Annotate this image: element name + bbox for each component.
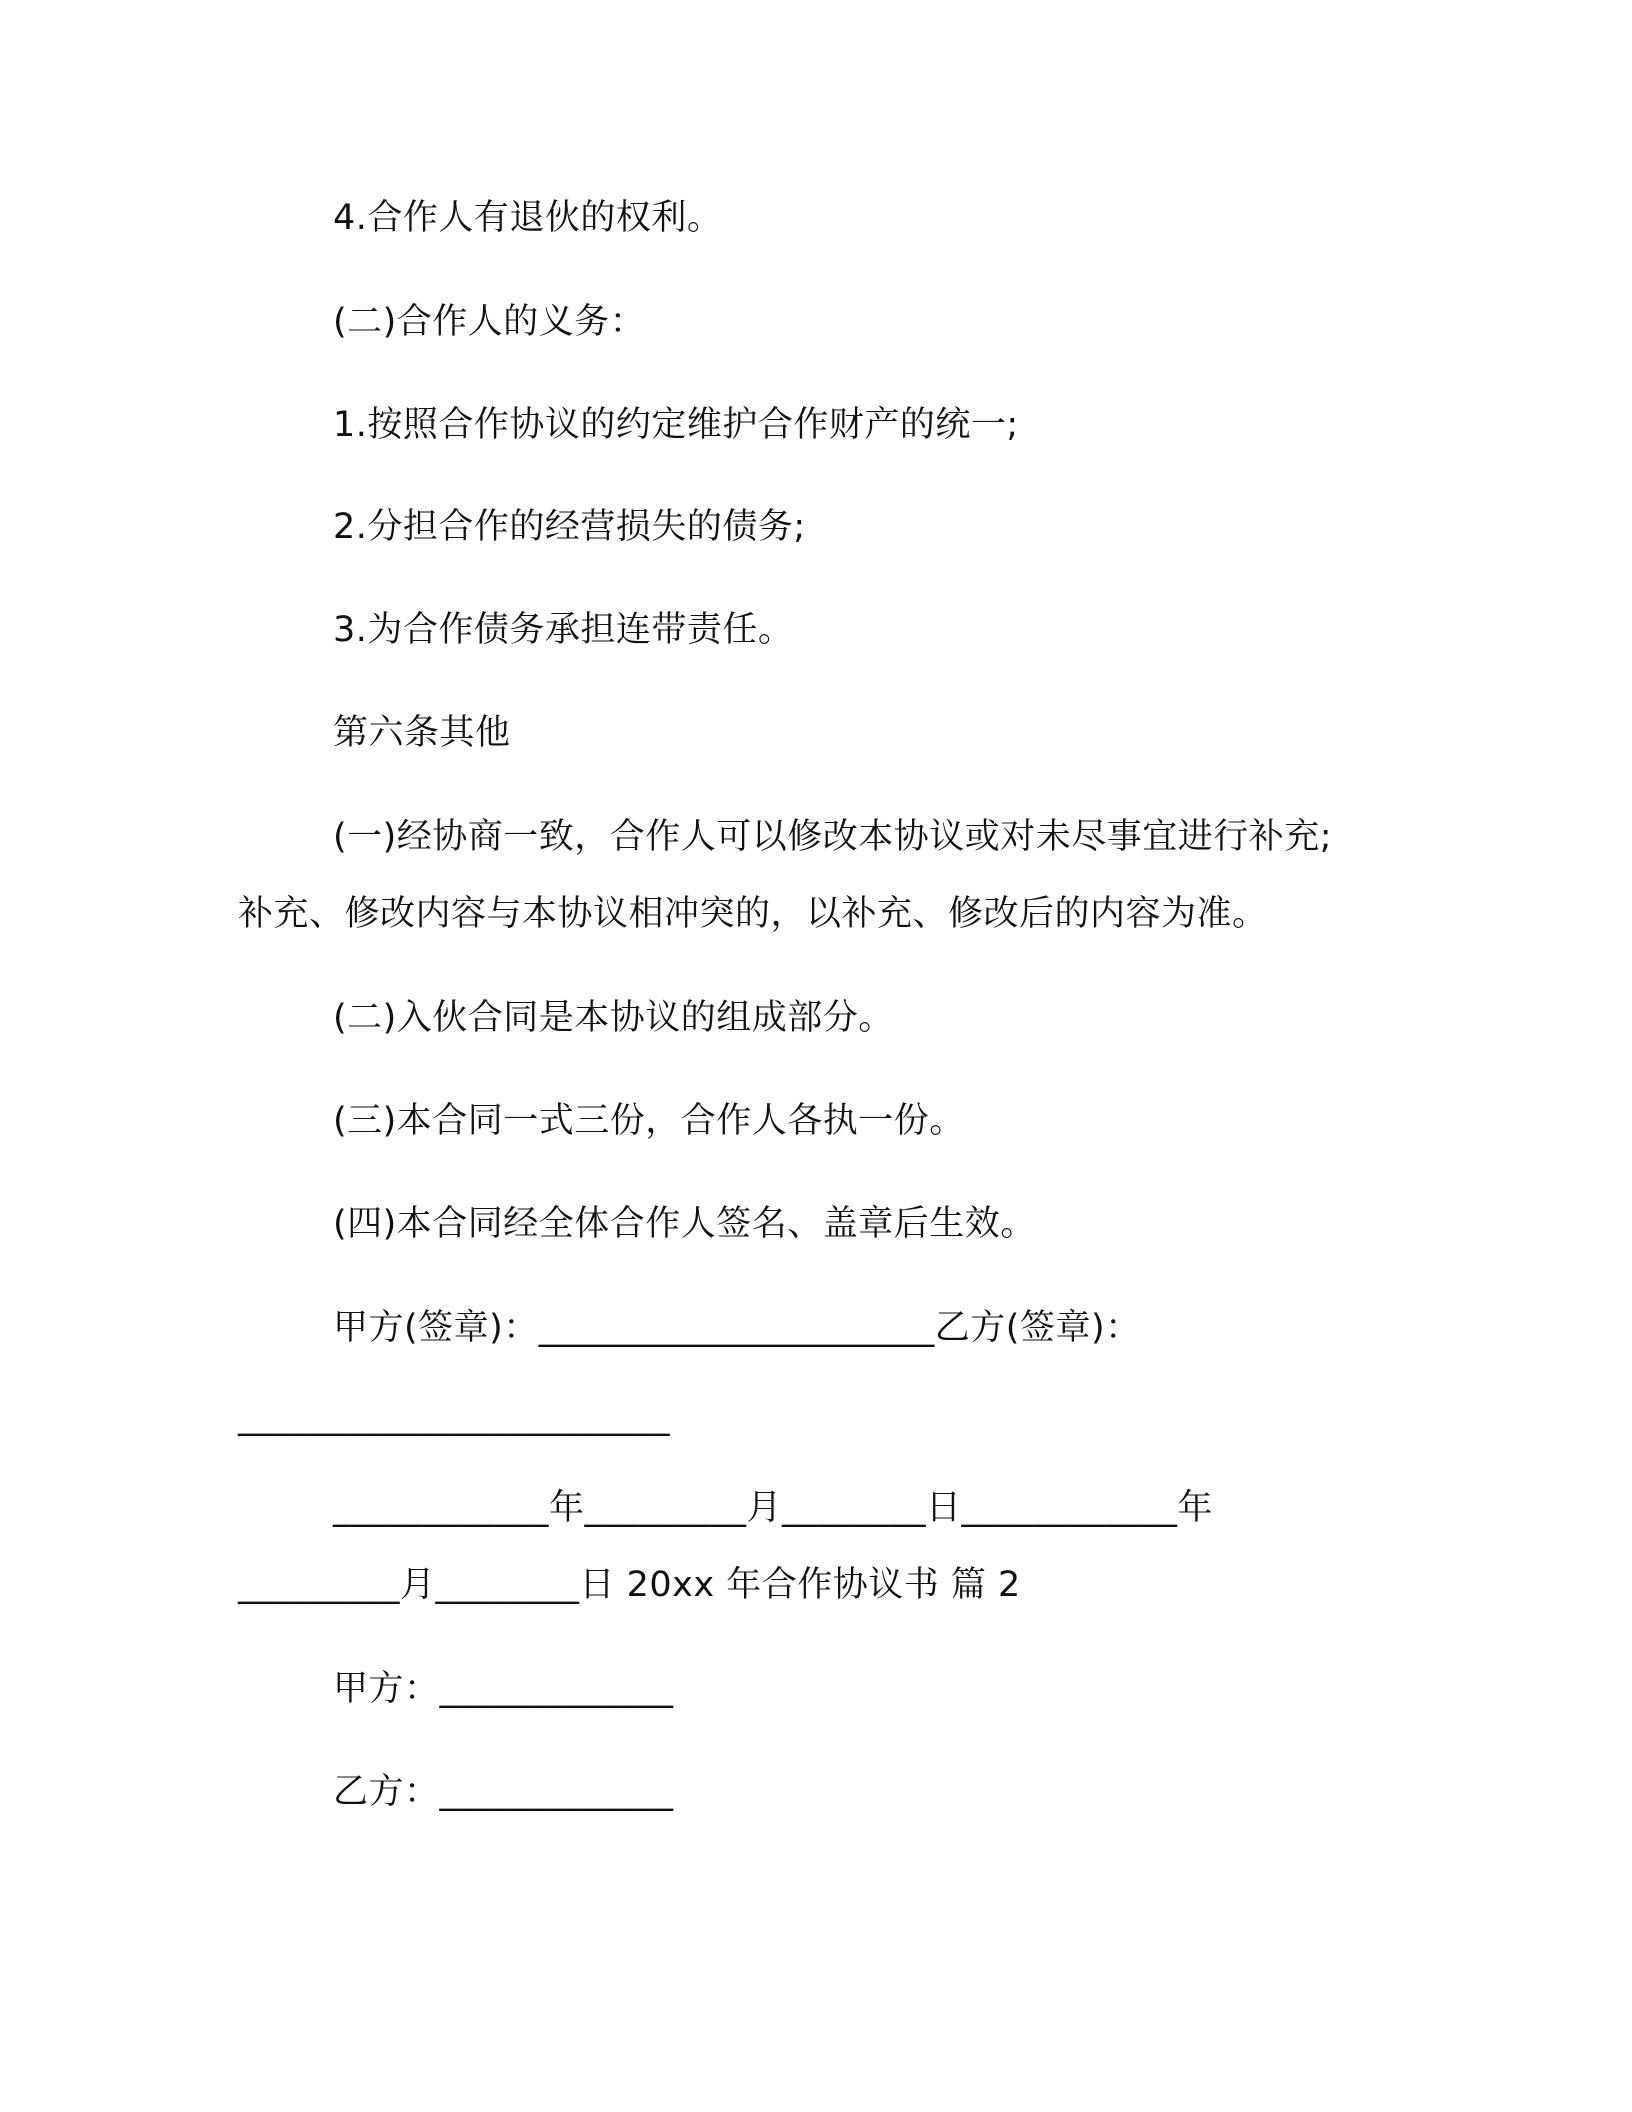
other-clause-2: (二)入伙合同是本协议的组成部分。 [333,998,894,1038]
other-clause-1-line-1: (一)经协商一致，合作人可以修改本协议或对未尽事宜进行补充; [333,817,1333,857]
signature-blank-line: ________________________ [238,1397,670,1437]
obligation-item-2: 2.分担合作的经营损失的债务; [333,507,806,547]
other-clause-1-line-2: 补充、修改内容与本协议相冲突的，以补充、修改后的内容为准。 [238,894,1268,934]
other-clause-4: (四)本合同经全体合作人签名、盖章后生效。 [333,1204,1036,1244]
section-heading-obligations: (二)合作人的义务： [333,302,646,342]
article-six-heading: 第六条其他 [333,713,511,753]
obligation-item-1: 1.按照合作协议的约定维护合作财产的统一; [333,405,1019,445]
party-b-line: 乙方：_____________ [333,1772,674,1812]
signature-line-parties: 甲方(签章)：______________________乙方(签章)： [333,1308,1141,1348]
other-clause-3: (三)本合同一式三份，合作人各执一份。 [333,1101,965,1141]
obligation-item-3: 3.为合作债务承担连带责任。 [333,610,794,650]
date-line-1: ____________年_________月________日____________年 [333,1488,1214,1528]
date-line-2-title: _________月________日 20xx 年合作协议书 篇 2 [238,1565,1021,1605]
paragraph-right-withdraw: 4.合作人有退伙的权利。 [333,198,723,238]
party-a-line: 甲方：_____________ [333,1669,674,1709]
